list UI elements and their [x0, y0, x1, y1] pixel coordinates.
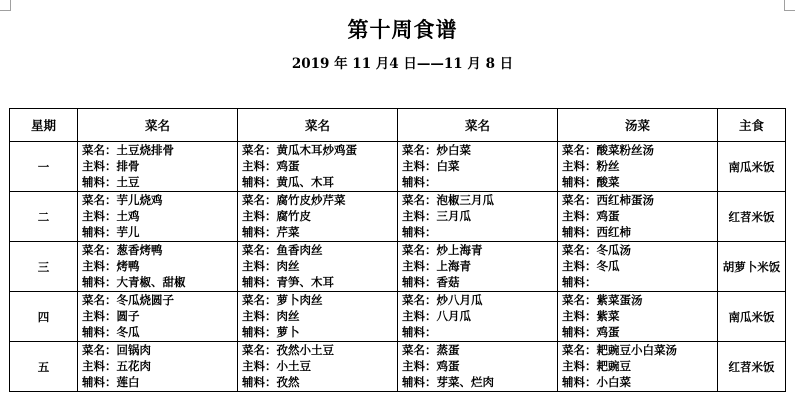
document-title: 第十周食谱	[347, 17, 458, 42]
dish-name-value: 鱼香肉丝	[276, 243, 323, 257]
weekday-cell: 一	[10, 142, 78, 192]
aux-ingredient-line	[402, 174, 557, 190]
main-ingredient-line	[242, 308, 397, 324]
aux-ingredient-line	[82, 374, 237, 390]
aux-ingredient-line	[562, 374, 717, 390]
main-ingredient-label: 主料：	[82, 259, 117, 273]
weekday-cell: 二	[10, 192, 78, 242]
header-row	[10, 109, 786, 142]
main-ingredient-value: 小土豆	[276, 359, 311, 373]
dish-cell	[238, 242, 398, 292]
table-row	[10, 242, 786, 292]
dish-name-value: 冬瓜汤	[596, 243, 631, 257]
aux-ingredient-value: 黄瓜、木耳	[276, 175, 334, 189]
header-dish-2: 菜名	[238, 109, 398, 142]
dish-name-label: 菜名：	[82, 193, 117, 207]
dish-name-label: 菜名：	[82, 243, 117, 257]
main-ingredient-value: 鸡蛋	[596, 209, 620, 223]
main-ingredient-line	[402, 308, 557, 324]
dish-cell	[238, 192, 398, 242]
main-ingredient-label: 主料：	[82, 309, 117, 323]
aux-ingredient-line	[242, 324, 397, 340]
aux-ingredient-line	[562, 224, 717, 240]
aux-ingredient-line	[562, 274, 717, 290]
dish-name-line	[242, 292, 397, 308]
dish-cell	[238, 342, 398, 392]
main-ingredient-line	[402, 258, 557, 274]
dish-name-label: 菜名：	[242, 143, 277, 157]
dish-cell	[238, 142, 398, 192]
menu-body	[10, 142, 786, 392]
main-ingredient-line	[562, 258, 717, 274]
dish-name-line	[82, 342, 237, 358]
main-ingredient-label: 主料：	[82, 159, 117, 173]
main-ingredient-value: 八月瓜	[436, 309, 471, 323]
main-ingredient-label: 主料：	[242, 359, 277, 373]
main-ingredient-value: 耙豌豆	[596, 359, 631, 373]
dish-name-label: 菜名：	[562, 343, 597, 357]
aux-ingredient-label: 辅料：	[82, 325, 117, 339]
header-dish-3: 菜名	[398, 109, 558, 142]
main-ingredient-label: 主料：	[242, 259, 277, 273]
dish-cell	[78, 292, 238, 342]
main-ingredient-line	[242, 258, 397, 274]
main-ingredient-line	[562, 158, 717, 174]
dish-name-value: 黄瓜木耳炒鸡蛋	[276, 143, 357, 157]
weekday-cell: 五	[10, 342, 78, 392]
table-row	[10, 142, 786, 192]
dish-name-line	[242, 142, 397, 158]
main-ingredient-value: 鸡蛋	[276, 159, 300, 173]
dish-name-label: 菜名：	[402, 243, 437, 257]
header-staple: 主食	[718, 109, 786, 142]
main-ingredient-label: 主料：	[82, 359, 117, 373]
dish-name-label: 菜名：	[242, 343, 277, 357]
main-ingredient-line	[562, 358, 717, 374]
dish-name-value: 泡椒三月瓜	[436, 193, 494, 207]
main-ingredient-value: 排骨	[116, 159, 140, 173]
aux-ingredient-label: 辅料：	[402, 225, 437, 239]
aux-ingredient-line	[82, 224, 237, 240]
dish-name-label: 菜名：	[242, 293, 277, 307]
dish-name-value: 土豆烧排骨	[116, 143, 174, 157]
dish-cell	[398, 192, 558, 242]
dish-name-line	[562, 292, 717, 308]
aux-ingredient-label: 辅料：	[402, 325, 437, 339]
table-row	[10, 342, 786, 392]
aux-ingredient-label: 辅料：	[242, 375, 277, 389]
main-ingredient-value: 紫菜	[596, 309, 620, 323]
dish-name-line	[402, 342, 557, 358]
aux-ingredient-line	[402, 374, 557, 390]
aux-ingredient-value: 西红柿	[596, 225, 631, 239]
aux-ingredient-label: 辅料：	[82, 375, 117, 389]
main-ingredient-label: 主料：	[402, 159, 437, 173]
dish-name-line	[242, 192, 397, 208]
main-ingredient-label: 主料：	[402, 259, 437, 273]
dish-name-label: 菜名：	[562, 193, 597, 207]
dish-name-line	[82, 142, 237, 158]
dish-name-label: 菜名：	[402, 143, 437, 157]
dish-name-value: 葱香烤鸭	[116, 243, 163, 257]
dish-name-value: 蒸蛋	[436, 343, 460, 357]
aux-ingredient-line	[402, 224, 557, 240]
aux-ingredient-value: 小白菜	[596, 375, 631, 389]
dish-cell	[398, 142, 558, 192]
aux-ingredient-value: 大青椒、甜椒	[116, 275, 186, 289]
date-range: 2019 年 11 月4 日——11 月 8 日	[291, 56, 514, 72]
main-ingredient-value: 肉丝	[276, 309, 300, 323]
main-ingredient-line	[242, 158, 397, 174]
weekday-cell: 三	[10, 242, 78, 292]
aux-ingredient-line	[402, 324, 557, 340]
page-corner-mark-left	[0, 0, 11, 11]
main-ingredient-value: 冬瓜	[596, 259, 620, 273]
soup-cell	[558, 292, 718, 342]
dish-cell	[78, 142, 238, 192]
main-ingredient-label: 主料：	[562, 309, 597, 323]
soup-cell	[558, 242, 718, 292]
main-ingredient-label: 主料：	[562, 259, 597, 273]
soup-cell	[558, 342, 718, 392]
dish-name-line	[82, 242, 237, 258]
aux-ingredient-value: 芋儿	[116, 225, 140, 239]
main-ingredient-line	[402, 358, 557, 374]
dish-name-value: 炒八月瓜	[436, 293, 483, 307]
main-ingredient-value: 三月瓜	[436, 209, 471, 223]
main-ingredient-value: 土鸡	[116, 209, 140, 223]
main-ingredient-line	[82, 358, 237, 374]
page-corner-mark-right	[784, 0, 795, 11]
aux-ingredient-value: 冬瓜	[116, 325, 140, 339]
dish-name-line	[562, 192, 717, 208]
aux-ingredient-line	[242, 224, 397, 240]
dish-cell	[398, 242, 558, 292]
dish-name-line	[242, 242, 397, 258]
main-ingredient-value: 五花肉	[116, 359, 151, 373]
main-ingredient-value: 腐竹皮	[276, 209, 311, 223]
aux-ingredient-value: 鸡蛋	[596, 325, 620, 339]
main-ingredient-line	[82, 258, 237, 274]
aux-ingredient-line	[82, 274, 237, 290]
main-ingredient-line	[402, 208, 557, 224]
dish-cell	[398, 292, 558, 342]
dish-name-value: 回锅肉	[116, 343, 151, 357]
dish-name-value: 腐竹皮炒芹菜	[276, 193, 346, 207]
aux-ingredient-value: 芽菜、烂肉	[436, 375, 494, 389]
aux-ingredient-label: 辅料：	[562, 225, 597, 239]
aux-ingredient-label: 辅料：	[402, 275, 437, 289]
dish-name-line	[562, 142, 717, 158]
main-ingredient-line	[82, 208, 237, 224]
main-ingredient-line	[82, 308, 237, 324]
dish-name-value: 紫菜蛋汤	[596, 293, 643, 307]
aux-ingredient-label: 辅料：	[562, 325, 597, 339]
weekday-cell: 四	[10, 292, 78, 342]
main-ingredient-label: 主料：	[562, 209, 597, 223]
dish-cell	[78, 242, 238, 292]
dish-name-line	[402, 292, 557, 308]
main-ingredient-label: 主料：	[82, 209, 117, 223]
aux-ingredient-line	[242, 374, 397, 390]
aux-ingredient-value: 香菇	[436, 275, 460, 289]
aux-ingredient-label: 辅料：	[402, 175, 437, 189]
aux-ingredient-label: 辅料：	[242, 275, 277, 289]
dish-name-label: 菜名：	[562, 143, 597, 157]
aux-ingredient-label: 辅料：	[82, 225, 117, 239]
aux-ingredient-label: 辅料：	[562, 275, 597, 289]
dish-name-line	[402, 192, 557, 208]
dish-name-value: 孜然小土豆	[276, 343, 334, 357]
aux-ingredient-line	[242, 274, 397, 290]
dish-name-label: 菜名：	[562, 243, 597, 257]
dish-name-label: 菜名：	[242, 243, 277, 257]
aux-ingredient-label: 辅料：	[242, 225, 277, 239]
main-ingredient-label: 主料：	[402, 309, 437, 323]
header-soup: 汤菜	[558, 109, 718, 142]
dish-name-line	[562, 342, 717, 358]
staple-food-cell: 南瓜米饭	[718, 142, 786, 192]
aux-ingredient-label: 辅料：	[82, 275, 117, 289]
main-ingredient-label: 主料：	[242, 209, 277, 223]
aux-ingredient-label: 辅料：	[242, 175, 277, 189]
aux-ingredient-value: 芹菜	[276, 225, 300, 239]
dish-name-label: 菜名：	[402, 193, 437, 207]
dish-cell	[238, 292, 398, 342]
dish-name-line	[82, 192, 237, 208]
dish-cell	[398, 342, 558, 392]
dish-name-line	[242, 342, 397, 358]
dish-name-line	[402, 242, 557, 258]
main-ingredient-label: 主料：	[402, 359, 437, 373]
aux-ingredient-value: 青笋、木耳	[276, 275, 334, 289]
aux-ingredient-value: 莲白	[116, 375, 140, 389]
main-ingredient-label: 主料：	[242, 309, 277, 323]
dish-name-label: 菜名：	[82, 293, 117, 307]
dish-name-label: 菜名：	[82, 143, 117, 157]
table-row	[10, 192, 786, 242]
main-ingredient-value: 圆子	[116, 309, 140, 323]
header-day: 星期	[10, 109, 78, 142]
dish-name-line	[562, 242, 717, 258]
dish-name-value: 耙豌豆小白菜汤	[596, 343, 677, 357]
main-ingredient-label: 主料：	[562, 359, 597, 373]
dish-name-line	[402, 142, 557, 158]
soup-cell	[558, 192, 718, 242]
table-row	[10, 292, 786, 342]
aux-ingredient-line	[562, 324, 717, 340]
staple-food-cell: 红苕米饭	[718, 192, 786, 242]
aux-ingredient-value: 萝卜	[276, 325, 300, 339]
aux-ingredient-value: 孜然	[276, 375, 300, 389]
dish-name-label: 菜名：	[562, 293, 597, 307]
aux-ingredient-value: 土豆	[116, 175, 140, 189]
main-ingredient-line	[82, 158, 237, 174]
dish-name-label: 菜名：	[402, 343, 437, 357]
main-ingredient-value: 白菜	[436, 159, 460, 173]
dish-name-line	[82, 292, 237, 308]
dish-cell	[78, 342, 238, 392]
main-ingredient-label: 主料：	[562, 159, 597, 173]
main-ingredient-value: 肉丝	[276, 259, 300, 273]
main-ingredient-line	[402, 158, 557, 174]
aux-ingredient-label: 辅料：	[562, 175, 597, 189]
staple-food-cell: 胡萝卜米饭	[718, 242, 786, 292]
aux-ingredient-label: 辅料：	[562, 375, 597, 389]
main-ingredient-line	[562, 208, 717, 224]
staple-food-cell: 红苕米饭	[718, 342, 786, 392]
dish-name-label: 菜名：	[242, 193, 277, 207]
aux-ingredient-line	[82, 324, 237, 340]
staple-food-cell: 南瓜米饭	[718, 292, 786, 342]
aux-ingredient-label: 辅料：	[242, 325, 277, 339]
main-ingredient-value: 粉丝	[596, 159, 620, 173]
dish-name-value: 炒上海青	[436, 243, 483, 257]
weekly-menu-table	[9, 108, 786, 392]
dish-name-label: 菜名：	[402, 293, 437, 307]
main-ingredient-line	[242, 358, 397, 374]
dish-name-value: 西红柿蛋汤	[596, 193, 654, 207]
aux-ingredient-line	[402, 274, 557, 290]
dish-name-value: 酸菜粉丝汤	[596, 143, 654, 157]
main-ingredient-line	[242, 208, 397, 224]
header-dish-1: 菜名	[78, 109, 238, 142]
dish-name-value: 冬瓜烧圆子	[116, 293, 174, 307]
main-ingredient-label: 主料：	[402, 209, 437, 223]
main-ingredient-value: 上海青	[436, 259, 471, 273]
soup-cell	[558, 142, 718, 192]
aux-ingredient-label: 辅料：	[402, 375, 437, 389]
aux-ingredient-line	[242, 174, 397, 190]
main-ingredient-label: 主料：	[242, 159, 277, 173]
dish-cell	[78, 192, 238, 242]
dish-name-value: 炒白菜	[436, 143, 471, 157]
main-ingredient-value: 烤鸭	[116, 259, 140, 273]
dish-name-value: 萝卜肉丝	[276, 293, 323, 307]
dish-name-value: 芋儿烧鸡	[116, 193, 163, 207]
aux-ingredient-label: 辅料：	[82, 175, 117, 189]
aux-ingredient-line	[82, 174, 237, 190]
dish-name-label: 菜名：	[82, 343, 117, 357]
main-ingredient-value: 鸡蛋	[436, 359, 460, 373]
main-ingredient-line	[562, 308, 717, 324]
aux-ingredient-value: 酸菜	[596, 175, 620, 189]
aux-ingredient-line	[562, 174, 717, 190]
